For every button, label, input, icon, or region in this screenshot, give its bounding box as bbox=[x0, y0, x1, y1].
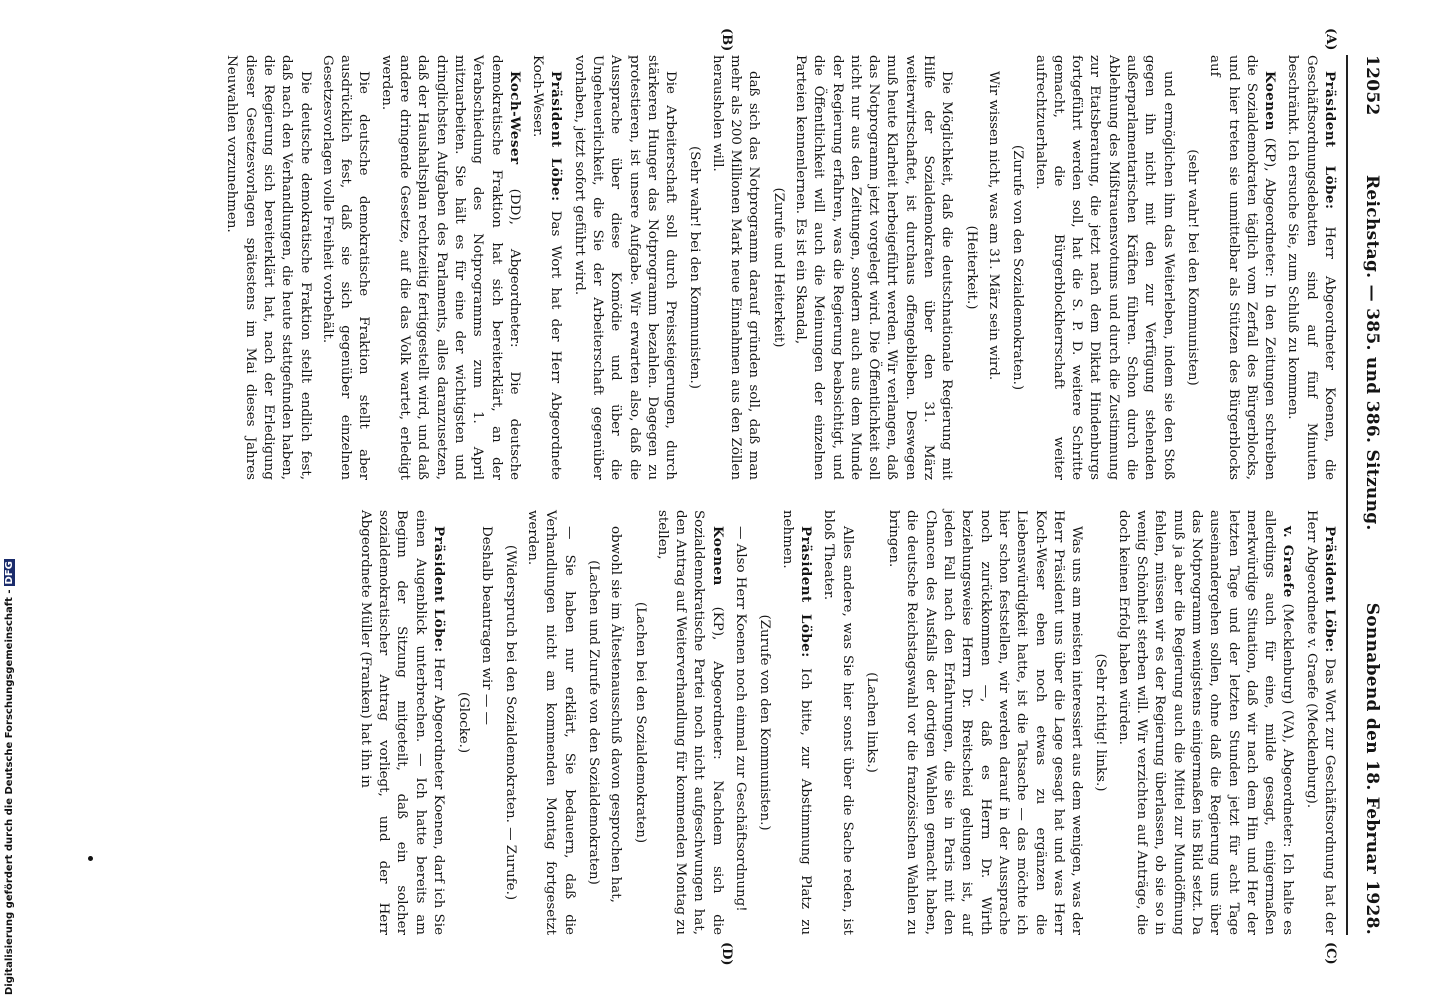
paragraph-text: (DD), Abgeordneter: Die deutsche demokratische Fraktion hat sich bereiterklärt, an der Verabschiedung des Notprogramms zum 1. April mitzuarbeiten. Sie hält es für eine der wichtigsten und dringlichsten Aufgaben des Parlaments, alles daranzusetzen, daß der Haushaltsplan rechtzeitig fertiggestellt wird, und daß andere dringende Gesetze, auf die das Volk wartet, erledigt werden. bbox=[378, 55, 522, 480]
page-number: 12052 bbox=[1362, 55, 1382, 116]
margin-marker-b: (B) bbox=[719, 28, 734, 52]
text-paragraph bbox=[731, 510, 749, 935]
interjection: (Lachen links.) bbox=[863, 672, 879, 773]
speaker-name: Koenen bbox=[709, 526, 726, 586]
text-paragraph bbox=[884, 510, 1085, 935]
text-paragraph bbox=[984, 55, 1002, 480]
interjection: (Lachen bei den Sozialdemokraten) bbox=[632, 601, 648, 844]
text-paragraph bbox=[318, 55, 373, 480]
paragraph-text: Herr Abgeordneter Koenen, die Geschäftsordnungsdebatten sind auf fünf Minuten beschränkt. Ich ersuche Sie, zum Schluß zu kommen. bbox=[1285, 55, 1337, 480]
paragraph-text: obwohl sie im Ältestenausschuß davon gesprochen hat, bbox=[608, 526, 624, 903]
paragraph-text: (Mecklenburg) (VA), Abgeordneter: Ich halte es allerdings auch für eine, milde gesagt, einigermaßen merkwürdige Situation, daß wir nach dem Hin und Her der letzten Tage und der letzten Stunden jetzt für acht Tage auseinandergehen sollen, ohne daß die Regierung uns über das Notprogramm wenigstens einigermaßen ins Bild setzt. Da muß ja aber die Regierung auch die Mittel zur Mundöffnung fehlen, müssen wir es der Regierung überlassen, ob sie so in wenig Schönheit sterben will. Wir verzichten auf Anträge, die doch keinen Erfolg haben würden. bbox=[1115, 510, 1296, 935]
paragraph-text: Die deutsche demokratische Fraktion stellt endlich fest, daß nach den Verhandlungen, die heute stattgefunden haben, die Regierung sich bereiterklärt hat, nach der Erledigung dieser Gesetzesvorlagen spätestens im Mai dieses Jahres Neuwahlen vorzunehmen. bbox=[224, 55, 313, 480]
text-paragraph bbox=[222, 55, 313, 480]
paragraph-text: — Also Herr Koenen noch einmal zur Geschäftsordnung! bbox=[733, 526, 749, 912]
paragraph-text: — Sie haben nur erklärt, Sie bedauern, daß die Verhandlungen nicht am kommenden Montag fortgesetzt werden. bbox=[525, 510, 577, 935]
page-header bbox=[1352, 55, 1382, 935]
paragraph-text: Die Arbeiterschaft soll durch Preissteigerungen, durch stärkeren Hunger das Notprogramm bezahlen. Dagegen zu protestieren, ist unsere Aufgabe. Wir erwarten also, daß die Aussprache über diese Komödie und über die Ungeheuerlichkeit, die Sie der Arbeiterschaft gegenüber vorhaben, jetzt sofort geführt wird. bbox=[571, 55, 679, 480]
speaker-name: Präsident Löbe: bbox=[797, 526, 814, 658]
paragraph-text: Was uns am meisten interessiert aus dem wenigen, was der Herr Präsident uns über die Lage gesagt hat und was Herr Koch-Weser eben noch etwas zu ergänzen die Liebenswürdigkeit hatte, ist die Tatsache — das möchte ich hier schon feststellen, wir werden darauf in der Aussprache noch zurückkommen —, daß es Herrn Dr. Wirth beziehungsweise Herrn Dr. Breitscheid gelungen ist, auf jeden Fall nach den Erfahrungen, die sie in Paris mit den Chancen des Ausfalls der dortigen Wahlen gemacht haben, die deutsche Reichstagswahl vor die französischen Wahlen zu bringen. bbox=[886, 510, 1085, 935]
interjection: (Zurufe und Heiterkeit) bbox=[770, 187, 786, 348]
paragraph-text: Das Wort hat der Herr Abgeordnete Koch-Weser. bbox=[530, 55, 564, 480]
paragraph-text: Wir wissen nicht, was am 31. März sein wird. bbox=[985, 71, 1001, 381]
paragraph-text: Deshalb beantragen wir — — bbox=[478, 526, 494, 725]
speaker-name: Präsident Löbe: bbox=[1322, 71, 1338, 210]
speech-paragraph bbox=[355, 510, 447, 935]
text-paragraph bbox=[791, 55, 956, 480]
text-paragraph bbox=[1030, 55, 1176, 480]
paragraph-text: Alles andere, was Sie hier sonst über die Sache reden, ist bloß Theater. bbox=[821, 510, 855, 935]
paragraph-text: Das Wort zur Geschäftsordnung hat der Herr Abgeordnete v. Graefe (Mecklenburg). bbox=[1303, 510, 1337, 935]
margin-marker-d: (D) bbox=[719, 942, 734, 966]
interjection: (Glocke.) bbox=[456, 691, 472, 754]
scan-speck bbox=[88, 856, 93, 861]
interjection: (Widerspruch bei den Sozialdemokraten. — Zurufe.) bbox=[502, 544, 518, 901]
text-paragraph bbox=[708, 55, 763, 480]
interjection: (Sehr richtig! links.) bbox=[1093, 653, 1109, 792]
left-column bbox=[218, 55, 1339, 480]
paragraph-text: daß sich das Notprogramm darauf gründen soll, daß man mehr als 200 Millionen Mark neue Einnahmen aus den Zöllen herausholen will. bbox=[709, 55, 762, 480]
speech-paragraph bbox=[1113, 510, 1297, 935]
dfg-logo: DFG bbox=[4, 561, 15, 585]
header-title: Reichstag. — 385. und 386. Sitzung. bbox=[1362, 175, 1382, 531]
speaker-name: v. Graefe bbox=[1280, 526, 1297, 598]
text-paragraph bbox=[523, 510, 578, 935]
paragraph-text: Die Möglichkeit, daß die deutschnationale Regierung mit Hilfe der Sozialdemokraten über den 31. März weiterwirtschaftet, ist durchaus offengeblieben. Deswegen muß heute Klarheit herbeigeführt werden. Wir verlangen, daß das Notprogramm jetzt vorgelegt wird. Die Öffentlichkeit soll nicht nur aus den Zeitungen, sondern auch aus dem Munde der Regierung erfahren, was die Regierung beabsichtigt, und die Öffentlichkeit will auch die Meinungen der einzelnen Parteien kennenlernen. Es ist ein Skandal, bbox=[792, 55, 955, 480]
speaker-name: Präsident Löbe: bbox=[548, 71, 565, 202]
speaker-name: Koch-Weser bbox=[506, 71, 523, 165]
digitization-credit bbox=[0, 0, 24, 1000]
interjection: (Sehr wahr! bei den Kommunisten.) bbox=[687, 145, 703, 390]
paragraph-text: Die deutsche demokratische Fraktion stellt aber ausdrücklich fest, daß sie sich gegenüber einzelnen Gesetzesvorlagen volle Freiheit vorbehält. bbox=[319, 55, 372, 480]
speech-paragraph bbox=[653, 510, 727, 935]
text-paragraph bbox=[819, 510, 856, 935]
paragraph-text: Herr Abgeordneter Koenen, darf ich Sie einen Augenblick unterbrechen. — Ich hatte bereits am Beginn der Sitzung mitgeteilt, daß ein solcher sozialdemokratischer Antrag vorliegt, und der Herr Abgeordnete Müller (Franken) hat ihn in bbox=[357, 510, 446, 935]
interjection: (sehr wahr! bei den Kommunisten) bbox=[1184, 149, 1200, 386]
credit-text: Digitalisierung gefördert durch die Deutsche Forschungsgemeinschaft - bbox=[4, 589, 15, 995]
text-paragraph bbox=[606, 510, 624, 935]
credit-line bbox=[4, 559, 15, 995]
header-date: Sonnabend den 18. Februar 1928. bbox=[1362, 602, 1382, 935]
speaker-name: Präsident Löbe: bbox=[1322, 526, 1338, 653]
interjection: (Lachen und Zurufe von den Sozialdemokraten) bbox=[586, 560, 602, 885]
text-paragraph bbox=[569, 55, 679, 480]
paragraph-text: (KP), Abgeordneter: In den Zeitungen schreiben die Sozialdemokraten täglich vom Zerfall des Bürgerblocks, und hier treten sie unmittelbar als Stützen des Bürgerblocks auf bbox=[1207, 55, 1278, 481]
paragraph-text: (KP), Abgeordneter: Nachdem sich die Sozialdemokratische Partei noch nicht aufgeschwungen hat, den Antrag auf Weiterverhandlung für kommenden Montag zu stellen, bbox=[654, 510, 725, 935]
paragraph-text: Ich bitte, zur Abstimmung Platz zu nehmen. bbox=[779, 510, 813, 935]
margin-marker-c: (C) bbox=[1323, 942, 1338, 965]
text-paragraph bbox=[476, 510, 494, 935]
speech-paragraph bbox=[528, 55, 566, 480]
margin-marker-a: (A) bbox=[1323, 28, 1338, 51]
header-rule bbox=[1346, 55, 1348, 935]
speech-paragraph bbox=[1205, 55, 1279, 480]
interjection: (Zurufe von den Kommunisten.) bbox=[757, 614, 773, 831]
speaker-name: Koenen bbox=[1262, 71, 1279, 131]
interjection: (Heiterkeit.) bbox=[963, 225, 979, 310]
paragraph-text: und ermöglichen ihm das Weiterleben, indem sie den Stoß gegen ihn nicht mit den zur Verfügung stehenden außerparlamentarischen Kräften führen. Schon durch die Ablehnung des Mißtrauensvotums und durch die Zustimmung zur Etatsberatung, die jetzt nach dem Diktat Hindenburgs fortgeführt werden soll, hat die S. P. D. weitere Schritte gemacht, die Bürgerblockherrschaft weiter aufrechtzuerhalten. bbox=[1032, 55, 1176, 480]
interjection: (Zurufe von den Sozialdemokraten.) bbox=[1010, 144, 1026, 391]
speech-paragraph bbox=[777, 510, 815, 935]
speech-paragraph bbox=[1301, 510, 1339, 935]
right-column bbox=[351, 510, 1339, 935]
speech-paragraph bbox=[376, 55, 523, 480]
speech-paragraph bbox=[1283, 55, 1339, 480]
speaker-name: Präsident Löbe: bbox=[430, 526, 447, 653]
